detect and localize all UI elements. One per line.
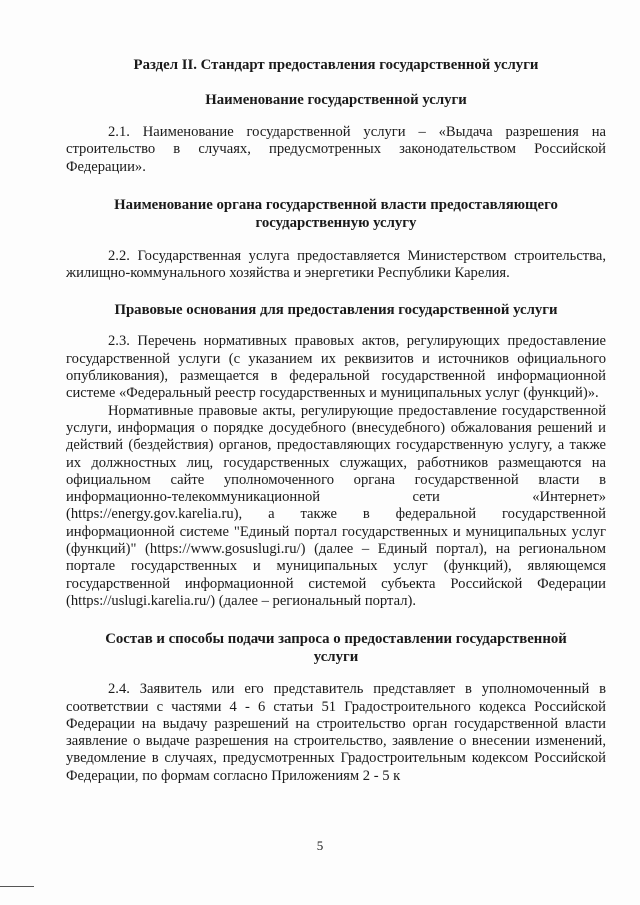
heading-authority: Наименование органа государственной власти предоставляющего государственную услугу: [114, 196, 558, 231]
paragraph-2-1: 2.1. Наименование государственной услуги – «Выдача разрешения на строительство в случаях, предусмотренных законодательством Российской Федерации».: [66, 124, 606, 175]
heading-request-submission: Состав и способы подачи запроса о предоставлении государственной услуги: [105, 631, 567, 666]
paragraph-2-4: 2.4. Заявитель или его представитель представляет в уполномоченный в соответствии с частями 4 - 6 статьи 51 Градостроительного кодекса Российской Федерации на выдачу разрешений на строительство орган государственной власти заявление о выдаче разрешения на строительство, заявление о внесении изменений, уведомление в случаях, предусмотренных Градостроительным кодексом Российской Федерации, по формам согласно Приложениям 2 - 5 к: [66, 681, 606, 784]
footer-divider: [0, 886, 34, 887]
paragraph-2-3: 2.3. Перечень нормативных правовых актов, регулирующих предоставление государственной услуги (с указанием их реквизитов и источников официального опубликования), размещается в федеральной государственной информационной системе «Федеральный реестр государственных и муниципальных услуг (функций)».: [66, 333, 606, 402]
paragraph-normative-acts: Нормативные правовые акты, регулирующие предоставление государственной услуги, информация о порядке досудебного (внесудебного) обжалования решений и действий (бездействия) органов, предоставляющих государственную услугу, а также их должностных лиц, государственных служащих, работников размещаются на официальном сайте уполномоченного органа государственной власти в информационно-телекоммуникационной сети «Интернет» (https://energy.gov.karelia.ru), а также в федеральной государственной информационной системе "Единый портал государственных и муниципальных услуг (функций)" (https://www.gosuslugi.ru/) (далее – Единый портал), на региональном портале государственных и муниципальных услуг (функций), являющемся государственной информационной системой субъекта Российской Федерации (https://uslugi.karelia.ru/) (далее – региональный портал).: [66, 402, 606, 609]
document-body: [66, 56, 606, 785]
heading-service-name: Наименование государственной услуги: [205, 92, 467, 108]
paragraph-2-2: 2.2. Государственная услуга предоставляется Министерством строительства, жилищно-коммунального хозяйства и энергетики Республики Карелия.: [66, 247, 606, 282]
heading-legal-basis: Правовые основания для предоставления государственной услуги: [114, 302, 558, 319]
section-title: Раздел II. Стандарт предоставления государственной услуги: [133, 57, 539, 73]
page-number: 5: [316, 838, 324, 853]
